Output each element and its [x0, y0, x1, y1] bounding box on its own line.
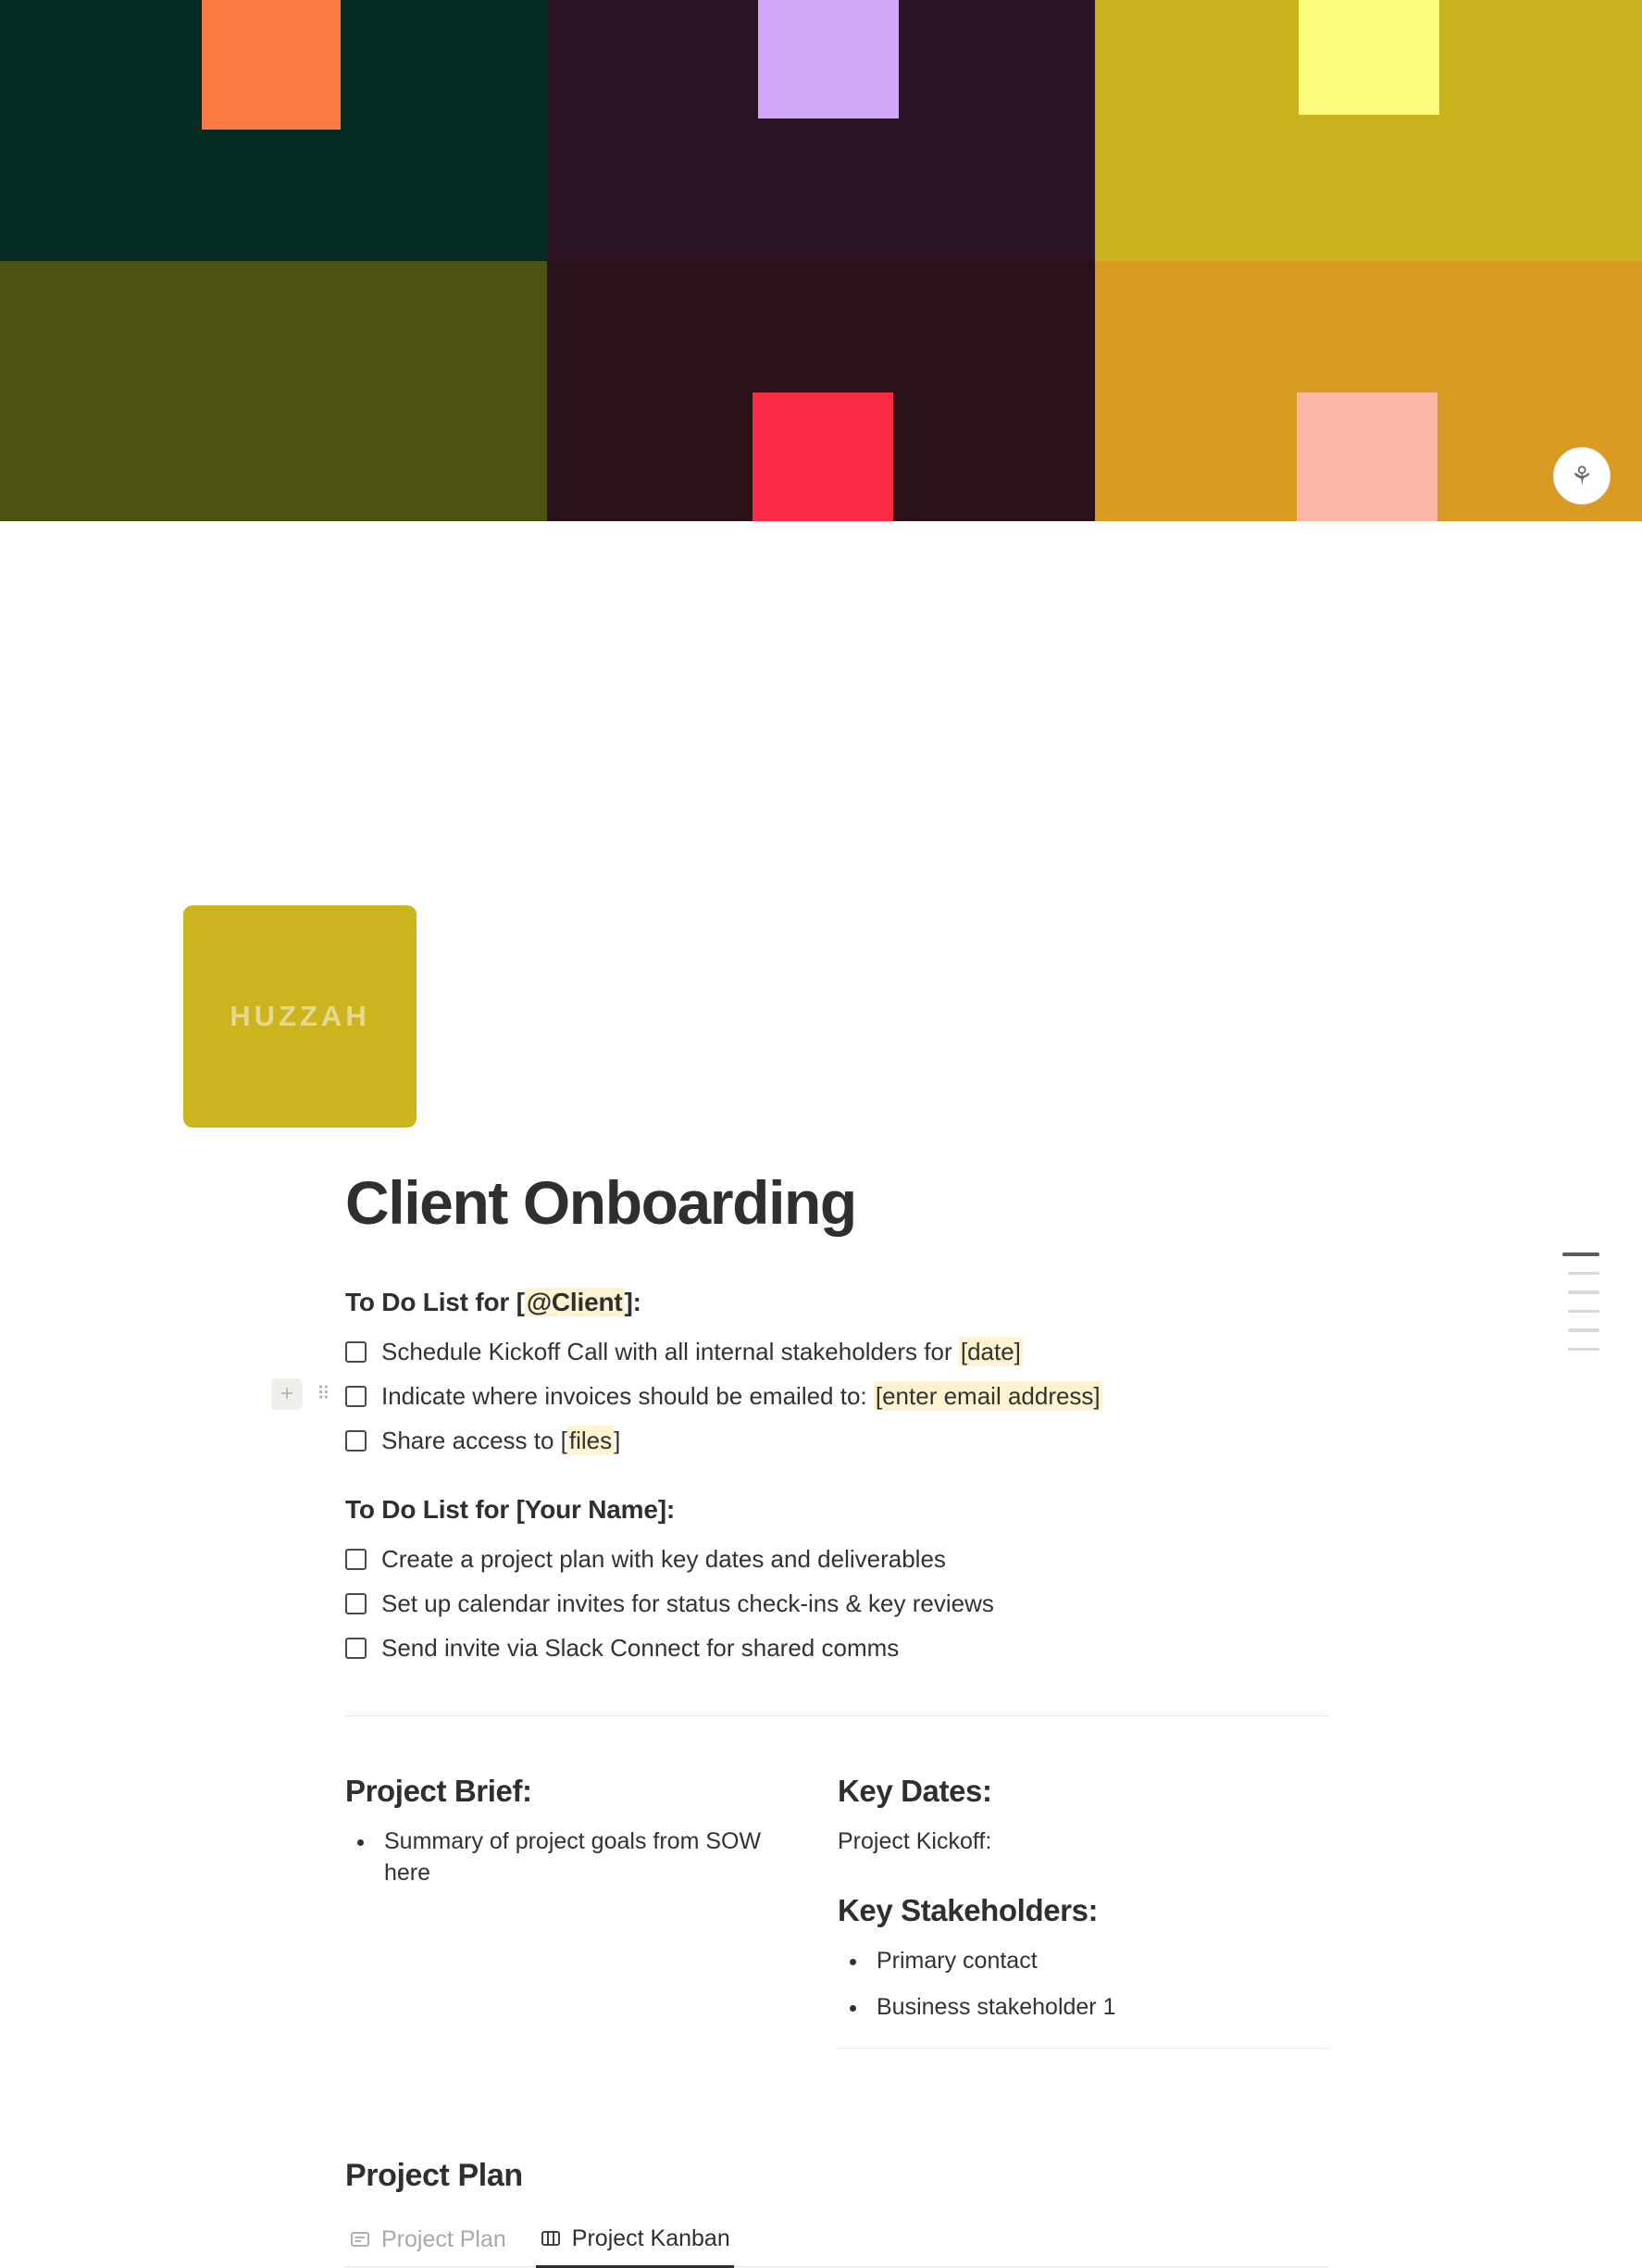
board-view-icon: [540, 2227, 562, 2249]
todo-item-tail: ]: [614, 1426, 621, 1454]
tab-label: Project Kanban: [571, 2224, 730, 2251]
todo-item-label: [381, 1336, 1023, 1368]
outline-bar[interactable]: [1568, 1348, 1599, 1352]
project-plan-tabs: [345, 2218, 1330, 2267]
logo-text: HUZZAH: [230, 1000, 370, 1032]
cover-cell-1: [0, 0, 547, 261]
document-cover[interactable]: [0, 0, 1642, 521]
outline-bar[interactable]: [1568, 1272, 1599, 1276]
key-stakeholders-list: [838, 1945, 1330, 2024]
checkbox[interactable]: [345, 1386, 367, 1407]
checkbox[interactable]: [345, 1549, 367, 1570]
checkbox[interactable]: [345, 1341, 367, 1363]
project-brief-list: [345, 1826, 782, 1889]
outline-bar[interactable]: [1568, 1290, 1599, 1294]
assistant-icon[interactable]: [1553, 447, 1611, 505]
todo-item[interactable]: [345, 1330, 1330, 1375]
add-block-icon[interactable]: +: [271, 1378, 303, 1410]
todo-item-placeholder[interactable]: files: [568, 1426, 613, 1454]
key-dates-column: [838, 1774, 1330, 2049]
todo-item-label: Set up calendar invites for status check-ins & key reviews: [381, 1589, 994, 1617]
column-divider: [838, 2048, 1330, 2049]
key-dates-heading: Key Dates:: [838, 1773, 992, 1808]
todo-client-heading-prefix: To Do List for [: [345, 1287, 525, 1316]
cover-cell-3: [1095, 0, 1642, 261]
client-mention[interactable]: @Client: [526, 1287, 623, 1316]
document-outline-rail[interactable]: [1562, 1252, 1599, 1351]
project-brief-heading: Project Brief:: [345, 1773, 532, 1808]
two-column-section: [345, 1774, 1330, 2049]
document-content: [0, 1169, 1642, 2267]
drag-handle-icon[interactable]: ⠿: [317, 1383, 331, 1404]
cover-square-yellow: [1299, 0, 1439, 115]
page-title[interactable]: Client Onboarding: [345, 1168, 856, 1237]
todo-item[interactable]: [345, 1419, 1330, 1464]
list-item[interactable]: • Primary contact: [869, 1945, 1330, 1977]
checkbox[interactable]: [345, 1430, 367, 1452]
todo-client-heading: [345, 1288, 1330, 1317]
todo-client-heading-suffix: ]:: [624, 1287, 641, 1316]
list-item[interactable]: • Business stakeholder 1: [869, 1991, 1330, 2024]
cover-cell-5: [547, 261, 1094, 522]
todo-item[interactable]: [345, 1626, 1330, 1671]
block-handles[interactable]: [271, 1378, 340, 1410]
cover-square-orange: [202, 0, 341, 130]
section-divider: [345, 1715, 1330, 1716]
todo-item-text: Indicate where invoices should be emailed to:: [381, 1381, 874, 1410]
todo-item-label: [381, 1425, 620, 1457]
checkbox[interactable]: [345, 1638, 367, 1659]
todo-item[interactable]: [345, 1538, 1330, 1582]
list-view-icon: [349, 2228, 371, 2250]
assistant-glyph: ⚘: [1570, 461, 1594, 490]
todo-item[interactable]: [345, 1582, 1330, 1626]
document-icon-logo[interactable]: [183, 905, 417, 1128]
todo-item-label: Create a project plan with key dates and deliverables: [381, 1544, 946, 1573]
todo-item-text: Share access to [: [381, 1426, 567, 1454]
todo-item-label: Send invite via Slack Connect for shared comms: [381, 1633, 900, 1662]
list-item[interactable]: • Summary of project goals from SOW here: [377, 1826, 782, 1889]
outline-bar-current[interactable]: [1562, 1252, 1599, 1256]
outline-bar[interactable]: [1568, 1328, 1599, 1332]
todo-item-label: [381, 1380, 1102, 1413]
cover-square-salmon: [1297, 393, 1437, 522]
cover-square-red: [753, 393, 893, 522]
cover-cell-2: [547, 0, 1094, 261]
project-brief-column: [345, 1774, 838, 2049]
outline-bar[interactable]: [1568, 1310, 1599, 1314]
tab-project-plan[interactable]: [345, 2219, 510, 2266]
checkbox[interactable]: [345, 1593, 367, 1614]
key-stakeholders-heading: Key Stakeholders:: [838, 1892, 1099, 1927]
project-kickoff-line[interactable]: Project Kickoff:: [838, 1827, 992, 1854]
todo-item[interactable]: [280, 1375, 1330, 1419]
todo-item-placeholder[interactable]: [enter email address]: [875, 1381, 1101, 1410]
todo-you-heading: To Do List for [Your Name]:: [345, 1494, 675, 1524]
tab-label: Project Plan: [381, 2225, 506, 2252]
todo-item-text: Schedule Kickoff Call with all internal stakeholders for: [381, 1337, 959, 1365]
project-plan-heading: Project Plan: [345, 2157, 523, 2193]
cover-square-lavender: [758, 0, 899, 118]
tab-project-kanban[interactable]: [536, 2218, 734, 2268]
cover-cell-4: [0, 261, 547, 522]
todo-item-placeholder[interactable]: [date]: [960, 1337, 1021, 1365]
